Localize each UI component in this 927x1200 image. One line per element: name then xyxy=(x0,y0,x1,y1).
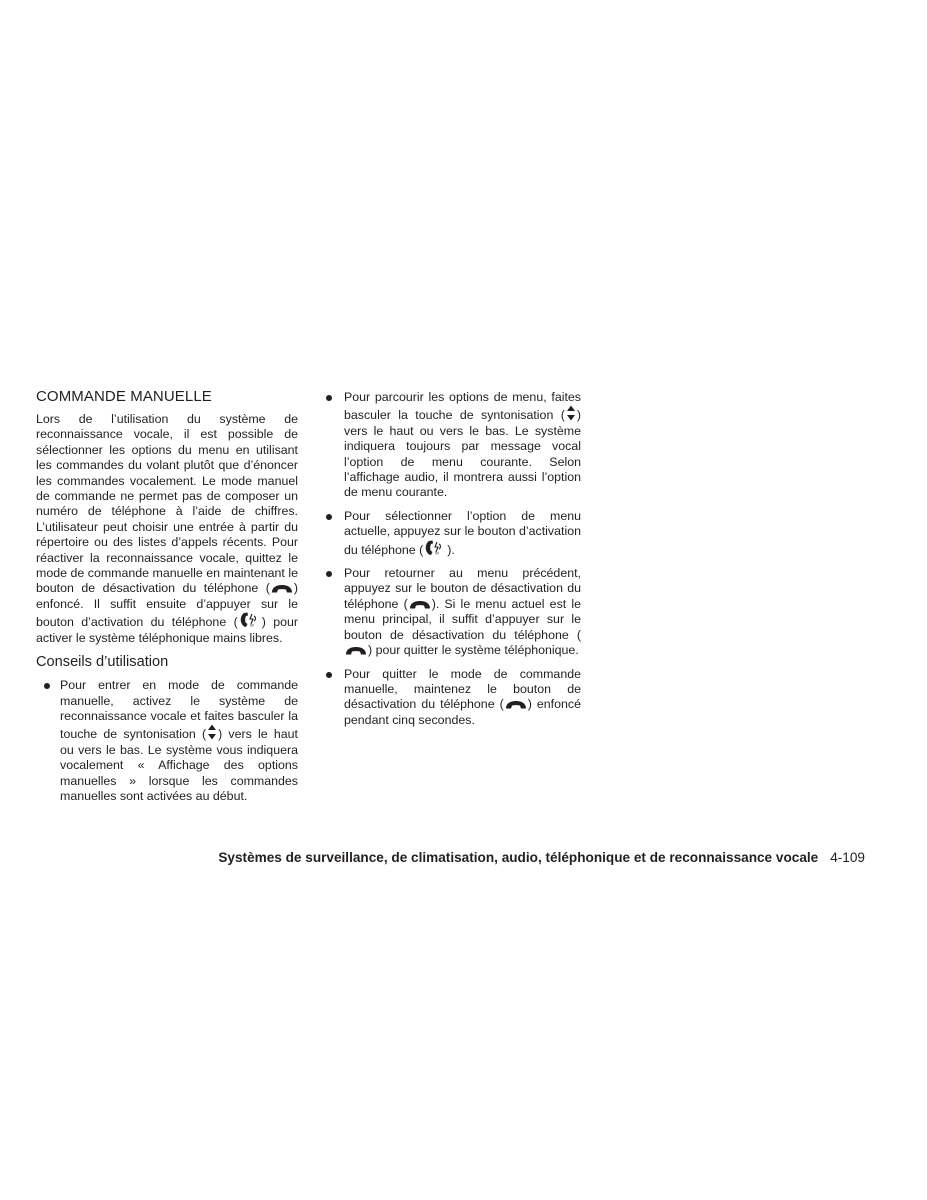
phone-hangup-icon xyxy=(505,700,527,710)
bullet-icon xyxy=(44,683,50,689)
list-item: Pour entrer en mode de commande manuelle, activez le système de reconnaissance vocale et faites basculer la touche de syntonisation ( ) vers le haut ou vers le bas. Le système vous indiquera vocalement « Affichage des options manuelles » lorsque les commandes manuelles sont activées au début. xyxy=(36,678,298,804)
page-number: 4-109 xyxy=(830,850,865,865)
right-column xyxy=(326,390,581,736)
list-item: Pour retourner au menu précédent, appuyez sur le bouton de désactivation du téléphone ( ). Si le menu actuel est le menu principal, il suffit d’appuyer sur le bouton de désactivation du téléphone ( ) pour quitter le système téléphonique. xyxy=(326,566,581,658)
tuning-switch-icon xyxy=(566,405,576,421)
phone-talk-icon xyxy=(424,540,446,556)
page-footer xyxy=(218,849,865,866)
list-item: Pour quitter le mode de commande manuelle, maintenez le bouton de désactivation du téléphone ( ) enfoncé pendant cinq secondes. xyxy=(326,667,581,729)
list-item: Pour sélectionner l’option de menu actuelle, appuyez sur le bouton d’activation du téléphone ( ). xyxy=(326,509,581,558)
left-column xyxy=(36,388,298,812)
bullet-icon xyxy=(326,672,332,678)
phone-hangup-icon xyxy=(271,584,293,594)
phone-hangup-icon xyxy=(409,600,431,610)
section-title: COMMANDE MANUELLE xyxy=(36,388,212,405)
phone-hangup-icon xyxy=(345,646,367,656)
intro-text-1: Lors de l’utilisation du système de reconnaissance vocale, il est possible de sélectionner les options du menu en utilisant les commandes du volant plutôt que d’énoncer les commandes vocalement. Le mode manuel de commande ne permet pas de composer un numéro de téléphone à l’aide de chiffres. L’utilisateur peut choisir une entrée à partir du répertoire ou des listes d’appels récents. Pour réactiver la reconnaissance vocale, quittez le mode de commande manuelle en maintenant le bouton de désactivation du téléphone ( xyxy=(36,412,298,596)
intro-paragraph xyxy=(36,412,298,646)
tuning-switch-icon xyxy=(207,724,217,740)
phone-talk-icon xyxy=(239,612,261,628)
intro-text-3: ) pour activer le système téléphonique mains libres. xyxy=(36,615,298,645)
bullet-icon xyxy=(326,395,332,401)
list-item: Pour parcourir les options de menu, faites basculer la touche de syntonisation ( ) vers le haut ou vers le bas. Le système indiquera toujours par message vocal l’option de menu courante. Selon l’affichage audio, il montrera aussi l’option de menu courante. xyxy=(326,390,581,501)
bullet-icon xyxy=(326,514,332,520)
tips-title: Conseils d’utilisation xyxy=(36,654,169,671)
intro-text-2: ) enfoncé. Il suffit ensuite d’appuyer sur le bouton d’activation du téléphone ( xyxy=(36,581,298,630)
footer-title: Systèmes de surveillance, de climatisation, audio, téléphonique et de reconnaissance vocale xyxy=(218,850,819,865)
tips-list-right xyxy=(326,390,581,728)
tips-list-left xyxy=(36,678,298,804)
bullet-icon xyxy=(326,571,332,577)
